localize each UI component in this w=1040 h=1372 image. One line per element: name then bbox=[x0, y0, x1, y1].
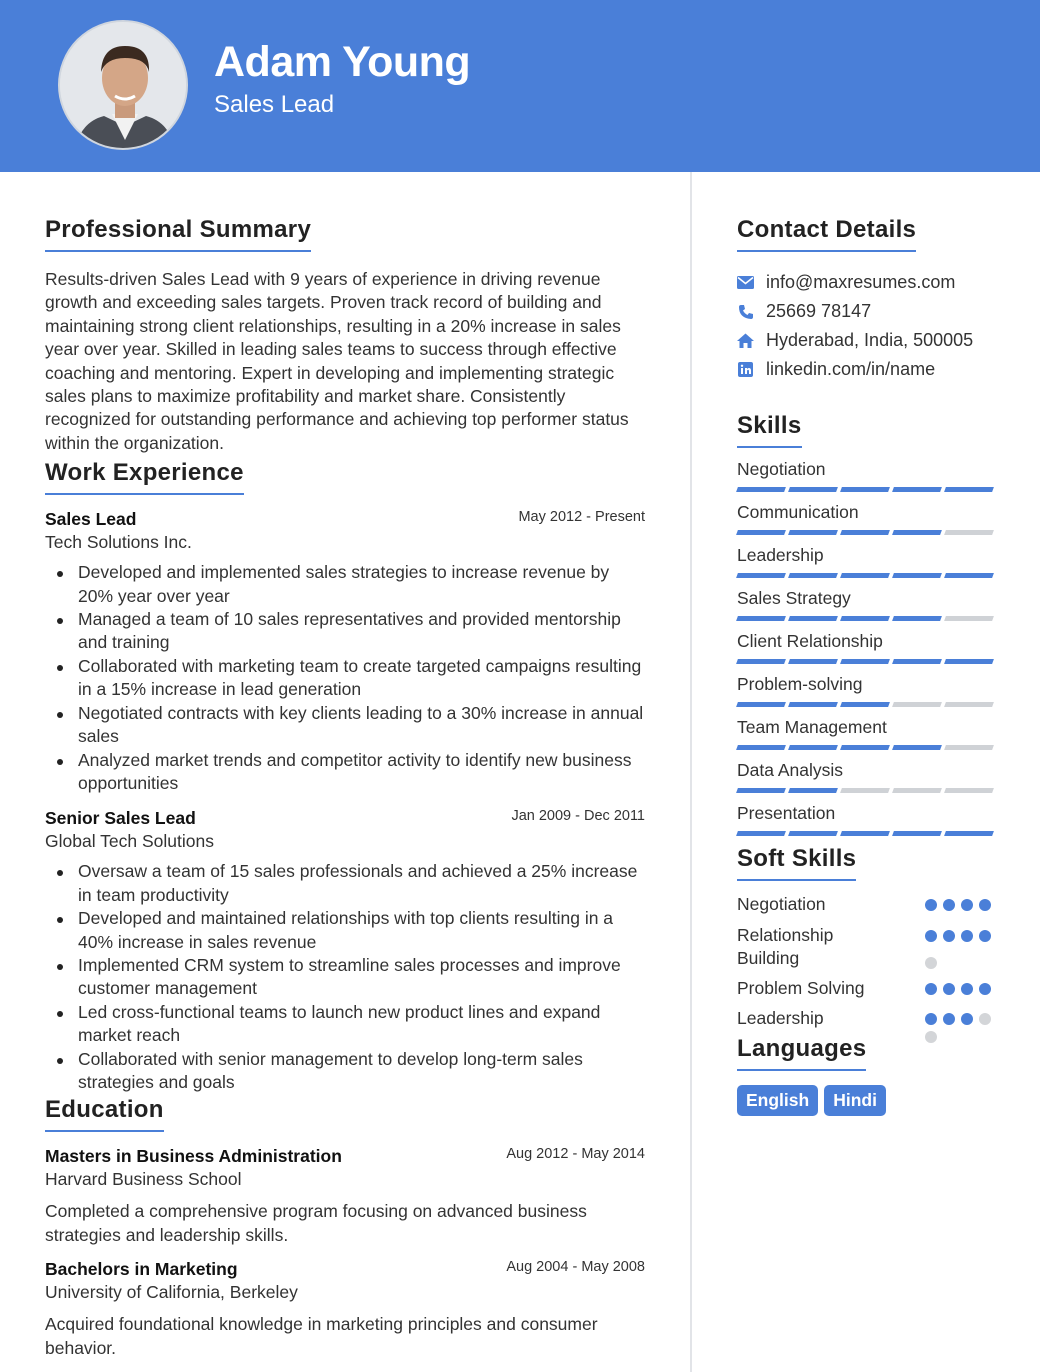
skill-bar-segment bbox=[736, 788, 786, 793]
languages-heading: Languages bbox=[737, 1035, 866, 1071]
skill-bar-segment bbox=[788, 487, 838, 492]
rating-dot bbox=[979, 899, 991, 911]
skill-bar-segment bbox=[788, 659, 838, 664]
rating-dot bbox=[961, 930, 973, 942]
skill-item bbox=[737, 587, 997, 630]
home-icon bbox=[737, 332, 754, 349]
skill-bar-segment bbox=[892, 702, 942, 707]
summary-text: Results-driven Sales Lead with 9 years of experience in driving revenue growth and exceeding sales targets. Proven track record of building and maintaining strong client relationships, resulting in a 20% increase in sales year over year. Skilled in leading sales teams to success through effective coaching and mentoring. Expert in developing and implementing strategic sales plans to maximize profitability and market share. Consistently recognized for outstanding performance and achieving top performer status within the organization. bbox=[45, 269, 629, 453]
skill-bar-segment bbox=[944, 616, 994, 621]
rating-dot bbox=[925, 957, 937, 969]
soft-skill-item bbox=[737, 893, 997, 924]
skill-level-bars bbox=[737, 487, 997, 501]
skill-name: Client Relationship bbox=[737, 631, 883, 651]
skill-bar-segment bbox=[840, 616, 890, 621]
skill-level-bars bbox=[737, 659, 997, 673]
job-bullet: Oversaw a team of 15 sales professionals and achieved a 25% increase in team productivity bbox=[45, 860, 645, 907]
work-heading: Work Experience bbox=[45, 459, 244, 495]
rating-dot bbox=[979, 930, 991, 942]
degree: Bachelors in Marketing bbox=[45, 1259, 238, 1280]
job-entry bbox=[45, 509, 645, 795]
language-badge: English bbox=[737, 1085, 818, 1116]
rating-dot bbox=[925, 1031, 937, 1043]
skill-item bbox=[737, 716, 997, 759]
school: Harvard Business School bbox=[45, 1169, 242, 1190]
skill-bar-segment bbox=[840, 487, 890, 492]
job-title: Sales Lead bbox=[45, 509, 137, 530]
soft-skill-name: Relationship Building bbox=[737, 925, 834, 968]
education-description: Acquired foundational knowledge in marketing principles and consumer behavior. bbox=[45, 1314, 598, 1358]
contact-address-text: Hyderabad, India, 500005 bbox=[766, 330, 974, 350]
contact-phone[interactable] bbox=[737, 297, 997, 326]
main-column bbox=[45, 216, 645, 1360]
skill-level-bars bbox=[737, 831, 997, 845]
resume-header bbox=[0, 0, 1040, 172]
skill-bar-segment bbox=[840, 745, 890, 750]
education-heading: Education bbox=[45, 1096, 164, 1132]
degree: Masters in Business Administration bbox=[45, 1146, 342, 1167]
soft-skill-item bbox=[737, 1007, 997, 1035]
rating-dot bbox=[943, 983, 955, 995]
language-badges bbox=[737, 1085, 997, 1116]
skill-level-bars bbox=[737, 573, 997, 587]
job-company: Tech Solutions Inc. bbox=[45, 532, 192, 553]
rating-dot bbox=[961, 1013, 973, 1025]
job-bullet: Collaborated with marketing team to create targeted campaigns resulting in a 15% increase in lead generation bbox=[45, 655, 645, 702]
skill-item bbox=[737, 802, 997, 845]
skill-item bbox=[737, 673, 997, 716]
skill-level-bars bbox=[737, 745, 997, 759]
skill-name: Sales Strategy bbox=[737, 588, 851, 608]
profile-photo bbox=[58, 20, 188, 150]
skill-bar-segment bbox=[788, 745, 838, 750]
skill-bar-segment bbox=[944, 702, 994, 707]
skill-bar-segment bbox=[788, 530, 838, 535]
contact-email-text: info@maxresumes.com bbox=[766, 272, 956, 292]
skill-bar-segment bbox=[840, 788, 890, 793]
skill-bar-segment bbox=[736, 530, 786, 535]
job-bullet: Managed a team of 10 sales representatives and provided mentorship and training bbox=[45, 608, 645, 655]
skill-bar-segment bbox=[736, 573, 786, 578]
job-date: Jan 2009 - Dec 2011 bbox=[511, 808, 645, 825]
skill-bar-segment bbox=[736, 487, 786, 492]
soft-skill-name: Leadership bbox=[737, 1008, 824, 1028]
soft-skill-dots bbox=[925, 983, 997, 1007]
job-bullets bbox=[45, 860, 645, 1094]
soft-skill-dots bbox=[925, 899, 997, 924]
skill-bar-segment bbox=[944, 573, 994, 578]
job-bullet: Led cross-functional teams to launch new product lines and expand market reach bbox=[45, 1001, 645, 1048]
skill-bar-segment bbox=[892, 745, 942, 750]
skill-bar-segment bbox=[892, 831, 942, 836]
skill-bar-segment bbox=[892, 530, 942, 535]
skill-bar-segment bbox=[788, 573, 838, 578]
skill-bar-segment bbox=[892, 659, 942, 664]
skill-bar-segment bbox=[892, 616, 942, 621]
job-bullet: Collaborated with senior management to develop long-term sales strategies and goals bbox=[45, 1048, 645, 1095]
job-bullet: Developed and maintained relationships with top clients resulting in a 40% increase in sales revenue bbox=[45, 907, 645, 954]
rating-dot bbox=[925, 983, 937, 995]
skill-bar-segment bbox=[944, 659, 994, 664]
skill-bar-segment bbox=[840, 702, 890, 707]
job-bullet: Developed and implemented sales strategies to increase revenue by 20% year over year bbox=[45, 561, 645, 608]
soft-skills-heading: Soft Skills bbox=[737, 845, 856, 881]
rating-dot bbox=[943, 930, 955, 942]
skill-level-bars bbox=[737, 616, 997, 630]
language-badge: Hindi bbox=[824, 1085, 886, 1116]
contact-phone-text: 25669 78147 bbox=[766, 301, 872, 321]
soft-skills-list bbox=[737, 893, 997, 1035]
skill-bar-segment bbox=[944, 745, 994, 750]
skill-name: Presentation bbox=[737, 803, 836, 823]
education-entry bbox=[45, 1146, 645, 1247]
skill-bar-segment bbox=[840, 530, 890, 535]
rating-dot bbox=[961, 899, 973, 911]
rating-dot bbox=[961, 983, 973, 995]
skill-bar-segment bbox=[892, 788, 942, 793]
skill-bar-segment bbox=[788, 702, 838, 707]
skill-bar-segment bbox=[736, 702, 786, 707]
skill-bar-segment bbox=[840, 659, 890, 664]
skill-bar-segment bbox=[736, 616, 786, 621]
skills-heading: Skills bbox=[737, 412, 802, 448]
column-divider bbox=[690, 172, 692, 1372]
skill-bar-segment bbox=[944, 487, 994, 492]
skill-bar-segment bbox=[788, 788, 838, 793]
contact-linkedin[interactable] bbox=[737, 355, 997, 384]
skill-item bbox=[737, 501, 997, 544]
skill-name: Negotiation bbox=[737, 459, 826, 479]
skills-list bbox=[737, 458, 997, 845]
skill-bar-segment bbox=[736, 745, 786, 750]
contact-linkedin-text: linkedin.com/in/name bbox=[766, 359, 936, 379]
rating-dot bbox=[943, 899, 955, 911]
skill-item bbox=[737, 759, 997, 802]
sidebar-column bbox=[737, 216, 997, 1116]
phone-icon bbox=[737, 303, 754, 320]
contact-heading: Contact Details bbox=[737, 216, 916, 252]
skill-name: Data Analysis bbox=[737, 760, 844, 780]
skill-bar-segment bbox=[788, 831, 838, 836]
education-date: Aug 2012 - May 2014 bbox=[506, 1146, 645, 1163]
job-bullets bbox=[45, 561, 645, 795]
skill-bar-segment bbox=[736, 831, 786, 836]
skill-bar-segment bbox=[788, 616, 838, 621]
skill-name: Problem-solving bbox=[737, 674, 863, 694]
soft-skill-name: Problem Solving bbox=[737, 978, 865, 998]
rating-dot bbox=[979, 1013, 991, 1025]
rating-dot bbox=[925, 1013, 937, 1025]
education-description: Completed a comprehensive program focusing on advanced business strategies and leadership skills. bbox=[45, 1201, 587, 1245]
envelope-icon bbox=[737, 274, 754, 291]
contact-address bbox=[737, 326, 997, 355]
skill-item bbox=[737, 630, 997, 673]
skill-level-bars bbox=[737, 530, 997, 544]
candidate-title: Sales Lead bbox=[214, 91, 335, 118]
skill-bar-segment bbox=[944, 530, 994, 535]
job-bullet: Negotiated contracts with key clients leading to a 30% increase in annual sales bbox=[45, 702, 645, 749]
school: University of California, Berkeley bbox=[45, 1282, 298, 1303]
soft-skill-item bbox=[737, 924, 997, 977]
skill-name: Team Management bbox=[737, 717, 887, 737]
skill-bar-segment bbox=[840, 831, 890, 836]
skill-bar-segment bbox=[892, 487, 942, 492]
soft-skill-name: Negotiation bbox=[737, 894, 826, 914]
skill-name: Leadership bbox=[737, 545, 824, 565]
skill-bar-segment bbox=[892, 573, 942, 578]
education-date: Aug 2004 - May 2008 bbox=[506, 1259, 645, 1276]
linkedin-icon bbox=[737, 361, 754, 378]
job-date: May 2012 - Present bbox=[518, 509, 645, 526]
rating-dot bbox=[943, 1013, 955, 1025]
summary-heading: Professional Summary bbox=[45, 216, 311, 252]
skill-bar-segment bbox=[736, 659, 786, 664]
skill-bar-segment bbox=[840, 573, 890, 578]
skill-bar-segment bbox=[944, 788, 994, 793]
rating-dot bbox=[925, 899, 937, 911]
rating-dot bbox=[979, 983, 991, 995]
job-bullet: Implemented CRM system to streamline sales processes and improve customer management bbox=[45, 954, 645, 1001]
skill-bar-segment bbox=[944, 831, 994, 836]
contact-email[interactable] bbox=[737, 268, 997, 297]
skill-level-bars bbox=[737, 788, 997, 802]
candidate-name: Adam Young bbox=[214, 38, 471, 86]
soft-skill-item bbox=[737, 977, 997, 1007]
skill-name: Communication bbox=[737, 502, 859, 522]
skill-level-bars bbox=[737, 702, 997, 716]
job-company: Global Tech Solutions bbox=[45, 831, 214, 852]
rating-dot bbox=[925, 930, 937, 942]
education-entry bbox=[45, 1259, 645, 1360]
job-title: Senior Sales Lead bbox=[45, 808, 196, 829]
soft-skill-dots bbox=[925, 930, 997, 977]
skill-item bbox=[737, 544, 997, 587]
job-bullet: Analyzed market trends and competitor activity to identify new business opportunities bbox=[45, 749, 645, 796]
job-entry bbox=[45, 808, 645, 1094]
skill-item bbox=[737, 458, 997, 501]
soft-skill-dots bbox=[925, 1013, 997, 1035]
